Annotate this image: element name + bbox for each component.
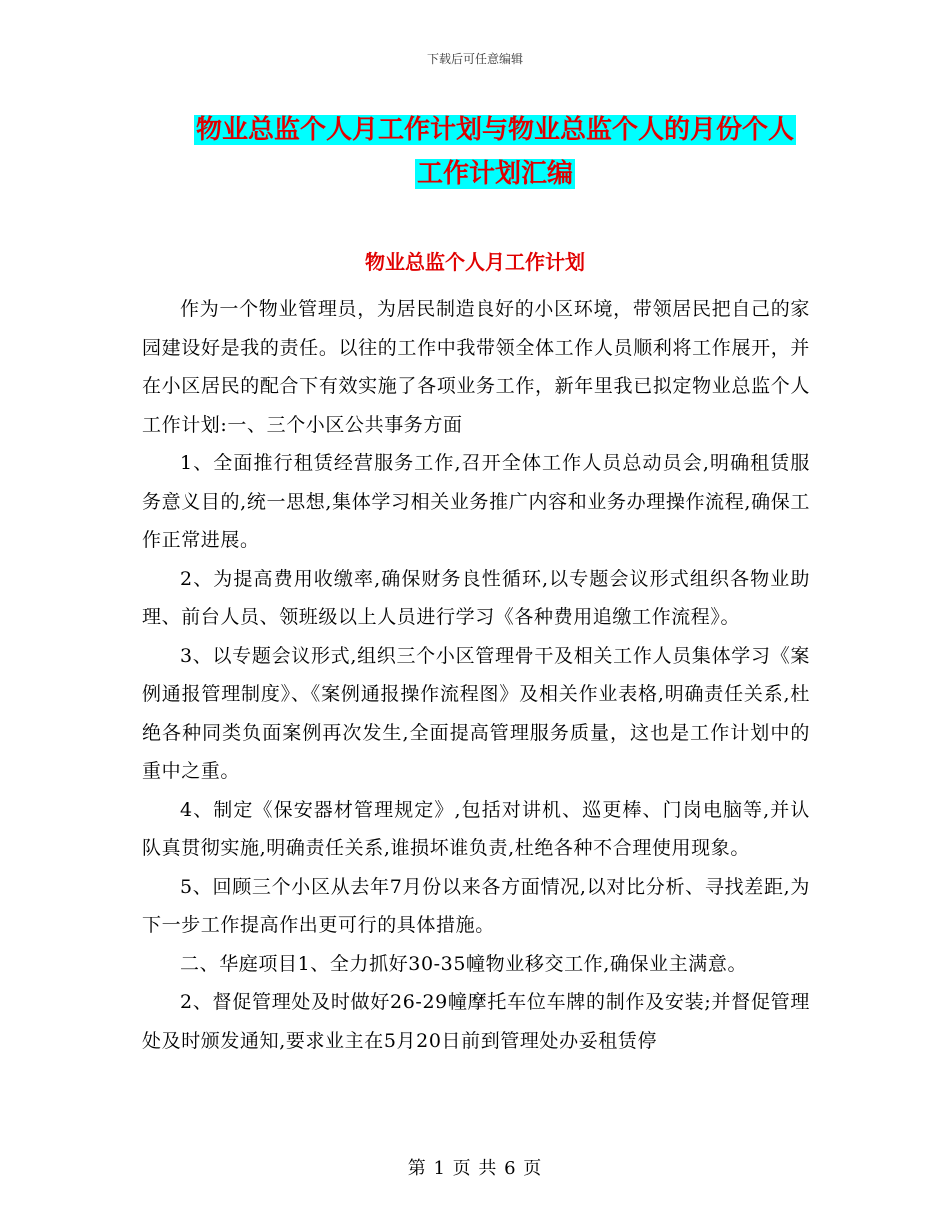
paragraph: 二、华庭项目1、全力抓好30-35幢物业移交工作,确保业主满意。 — [180, 952, 748, 975]
paragraph: 1、全面推行租赁经营服务工作,召开全体工作人员总动员会,明确租赁服务意义目的,统一思想,集体学习相关业务推广内容和业务办理操作流程,确保工作正常进展。 — [142, 452, 810, 551]
paragraph: 5、回顾三个小区从去年7月份以来各方面情况,以对比分析、寻找差距,为下一步工作提高作出更可行的具体措施。 — [142, 875, 810, 936]
paragraph: 3、以专题会议形式,组织三个小区管理骨干及相关工作人员集体学习《案例通报管理制度》、《案例通报操作流程图》及相关作业表格,明确责任关系,杜绝各种同类负面案例再次发生,全面提高管理服务质量，这也是工作计划中的重中之重。 — [142, 644, 810, 782]
header-note: 下载后可任意编辑 — [426, 52, 523, 66]
body-text — [142, 290, 810, 1060]
document-title-line-1: 物业总监个人月工作计划与物业总监个人的月份个人 — [195, 115, 794, 145]
paragraph: 2、为提高费用收缴率,确保财务良性循环,以专题会议形式组织各物业助理、前台人员、领班级以上人员进行学习《各种费用追缴工作流程》。 — [142, 567, 810, 628]
section-title: 物业总监个人月工作计划 — [365, 250, 585, 274]
document-title-line-2: 工作计划汇编 — [416, 159, 573, 189]
paragraph: 2、督促管理处及时做好26-29幢摩托车位车牌的制作及安装;并督促管理处及时颁发通知,要求业主在5月20日前到管理处办妥租赁停 — [142, 991, 810, 1052]
paragraph: 4、制定《保安器材管理规定》,包括对讲机、巡更棒、门岗电脑等,并认队真贯彻实施,明确责任关系,谁损坏谁负责,杜绝各种不合理使用现象。 — [142, 798, 810, 859]
document-title — [150, 108, 840, 196]
page-footer: 第 1 页 共 6 页 — [407, 1158, 543, 1179]
paragraph: 作为一个物业管理员，为居民制造良好的小区环境，带领居民把自己的家园建设好是我的责任。以往的工作中我带领全体工作人员顺利将工作展开，并在小区居民的配合下有效实施了各项业务工作，新年里我已拟定物业总监个人工作计划:一、三个小区公共事务方面 — [142, 298, 810, 436]
